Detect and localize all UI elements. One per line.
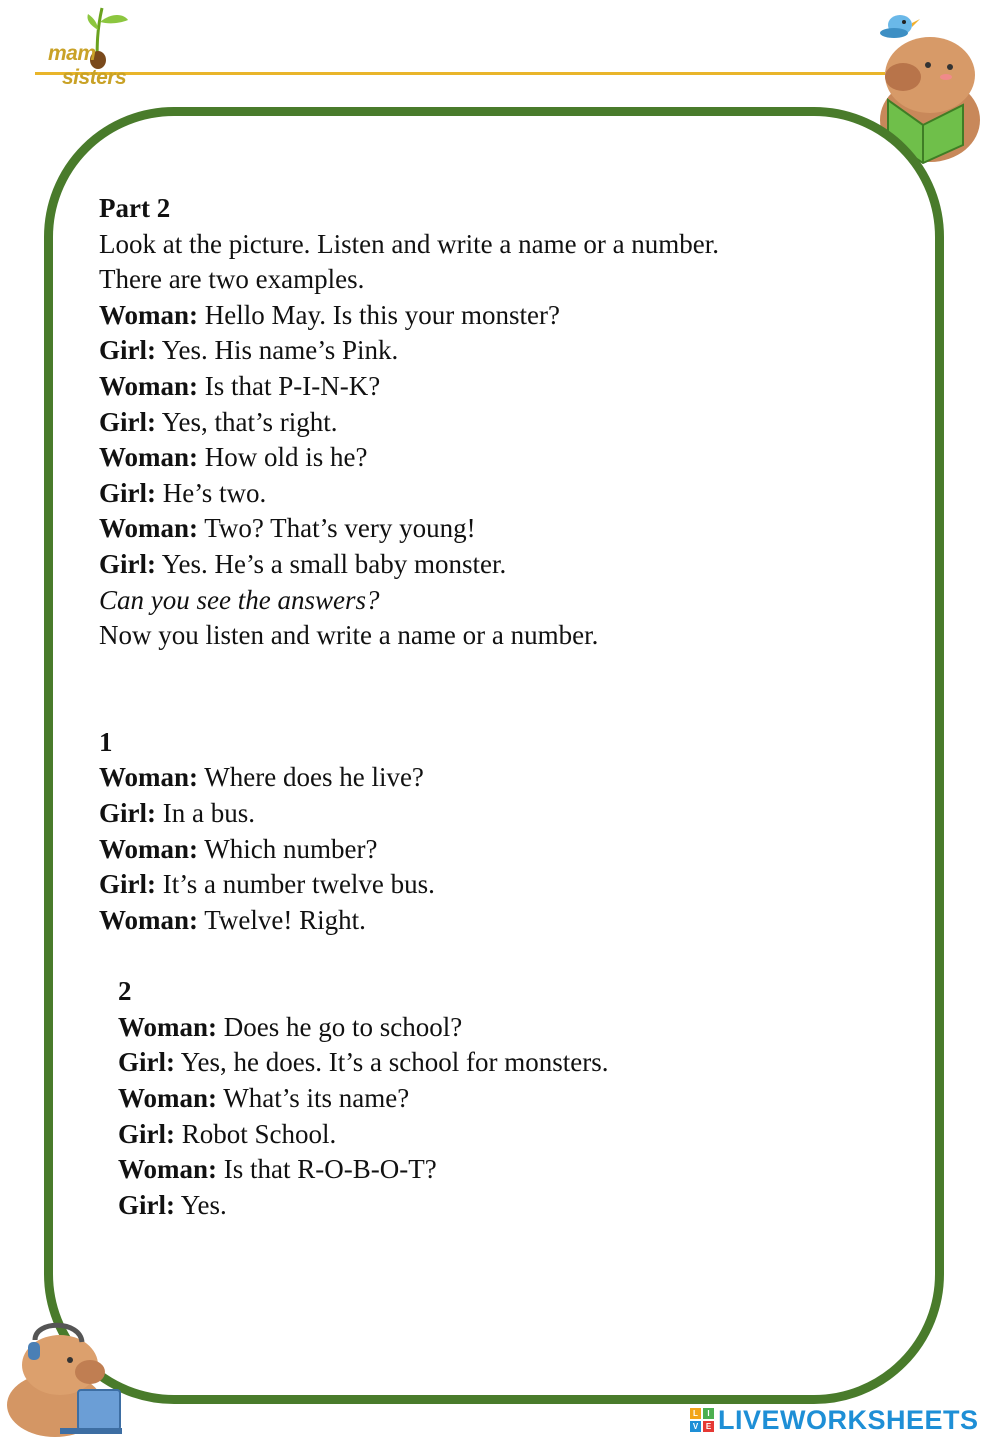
speech: He’s two. xyxy=(155,477,267,508)
speech: Does he go to school? xyxy=(217,1011,463,1042)
speech: Yes, he does. It’s a school for monsters. xyxy=(174,1047,609,1078)
dialogue-line xyxy=(99,547,899,583)
dialogue-line xyxy=(118,1081,899,1117)
speaker: Woman: xyxy=(99,833,199,864)
speaker: Woman: xyxy=(99,513,199,544)
section-number: 2 xyxy=(118,976,132,1007)
section-2 xyxy=(99,974,899,1223)
speaker: Girl: xyxy=(99,477,156,508)
dialogue-line xyxy=(99,760,899,796)
speaker: Woman: xyxy=(99,904,199,935)
logo-text: mamsisters xyxy=(48,42,127,89)
speaker: Girl: xyxy=(99,548,156,579)
part-title: Part 2 xyxy=(99,193,171,223)
speaker: Woman: xyxy=(99,762,199,793)
liveworksheets-text: LIVEWORKSHEETS xyxy=(718,1404,979,1435)
speech: Two? That’s very young! xyxy=(198,513,476,544)
dialogue-line xyxy=(99,298,899,334)
dialogue-line xyxy=(99,440,899,476)
mamsisters-logo xyxy=(40,0,170,89)
speech: Yes. His name’s Pink. xyxy=(155,335,399,366)
speaker: Girl: xyxy=(99,869,156,900)
capybara-laptop-icon xyxy=(0,1320,130,1440)
dialogue-line xyxy=(99,511,899,547)
speech: How old is he? xyxy=(198,442,368,473)
dialogue-line xyxy=(99,333,899,369)
dialogue-line xyxy=(99,796,899,832)
speaker: Girl: xyxy=(99,406,156,437)
instruction-line: Look at the picture. Listen and write a name or a number. xyxy=(99,228,720,259)
speech: Which number? xyxy=(198,833,378,864)
liveworksheets-blocks-icon: L I V E xyxy=(690,1408,714,1432)
speaker: Girl: xyxy=(118,1189,175,1220)
worksheet-content xyxy=(99,191,899,1223)
speech: Is that R-O-B-O-T? xyxy=(217,1154,437,1185)
speaker: Woman: xyxy=(99,442,199,473)
now-prompt: Now you listen and write a name or a number. xyxy=(99,620,599,651)
speech: In a bus. xyxy=(155,797,255,828)
speaker: Woman: xyxy=(118,1154,218,1185)
dialogue-line xyxy=(118,1010,899,1046)
speaker: Girl: xyxy=(118,1047,175,1078)
speaker: Girl: xyxy=(99,335,156,366)
dialogue-line xyxy=(118,1152,899,1188)
dialogue-line xyxy=(118,1045,899,1081)
speech: What’s its name? xyxy=(217,1083,410,1114)
speech: Is that P-I-N-K? xyxy=(198,370,381,401)
speech: Yes. xyxy=(174,1189,227,1220)
dialogue-line xyxy=(99,476,899,512)
speech: Where does he live? xyxy=(198,762,424,793)
speech: Twelve! Right. xyxy=(198,904,366,935)
speaker: Girl: xyxy=(99,797,156,828)
speaker: Woman: xyxy=(118,1083,218,1114)
speech: Hello May. Is this your monster? xyxy=(198,299,560,330)
speech: Yes. He’s a small baby monster. xyxy=(155,548,507,579)
speech: It’s a number twelve bus. xyxy=(155,869,435,900)
liveworksheets-logo[interactable] xyxy=(690,1402,979,1438)
dialogue-line xyxy=(118,1117,899,1153)
dialogue-line xyxy=(118,1188,899,1224)
speech: Yes, that’s right. xyxy=(155,406,338,437)
speaker: Woman: xyxy=(118,1011,218,1042)
dialogue-line xyxy=(99,903,899,939)
speaker: Woman: xyxy=(99,370,199,401)
speaker: Girl: xyxy=(118,1118,175,1149)
speaker: Woman: xyxy=(99,299,199,330)
dialogue-line xyxy=(99,369,899,405)
dialogue-line xyxy=(99,867,899,903)
section-number: 1 xyxy=(99,726,113,757)
speech: Robot School. xyxy=(174,1118,337,1149)
dialogue-line xyxy=(99,405,899,441)
instruction-line: There are two examples. xyxy=(99,264,365,295)
question-prompt: Can you see the answers? xyxy=(99,584,380,615)
dialogue-line xyxy=(99,832,899,868)
